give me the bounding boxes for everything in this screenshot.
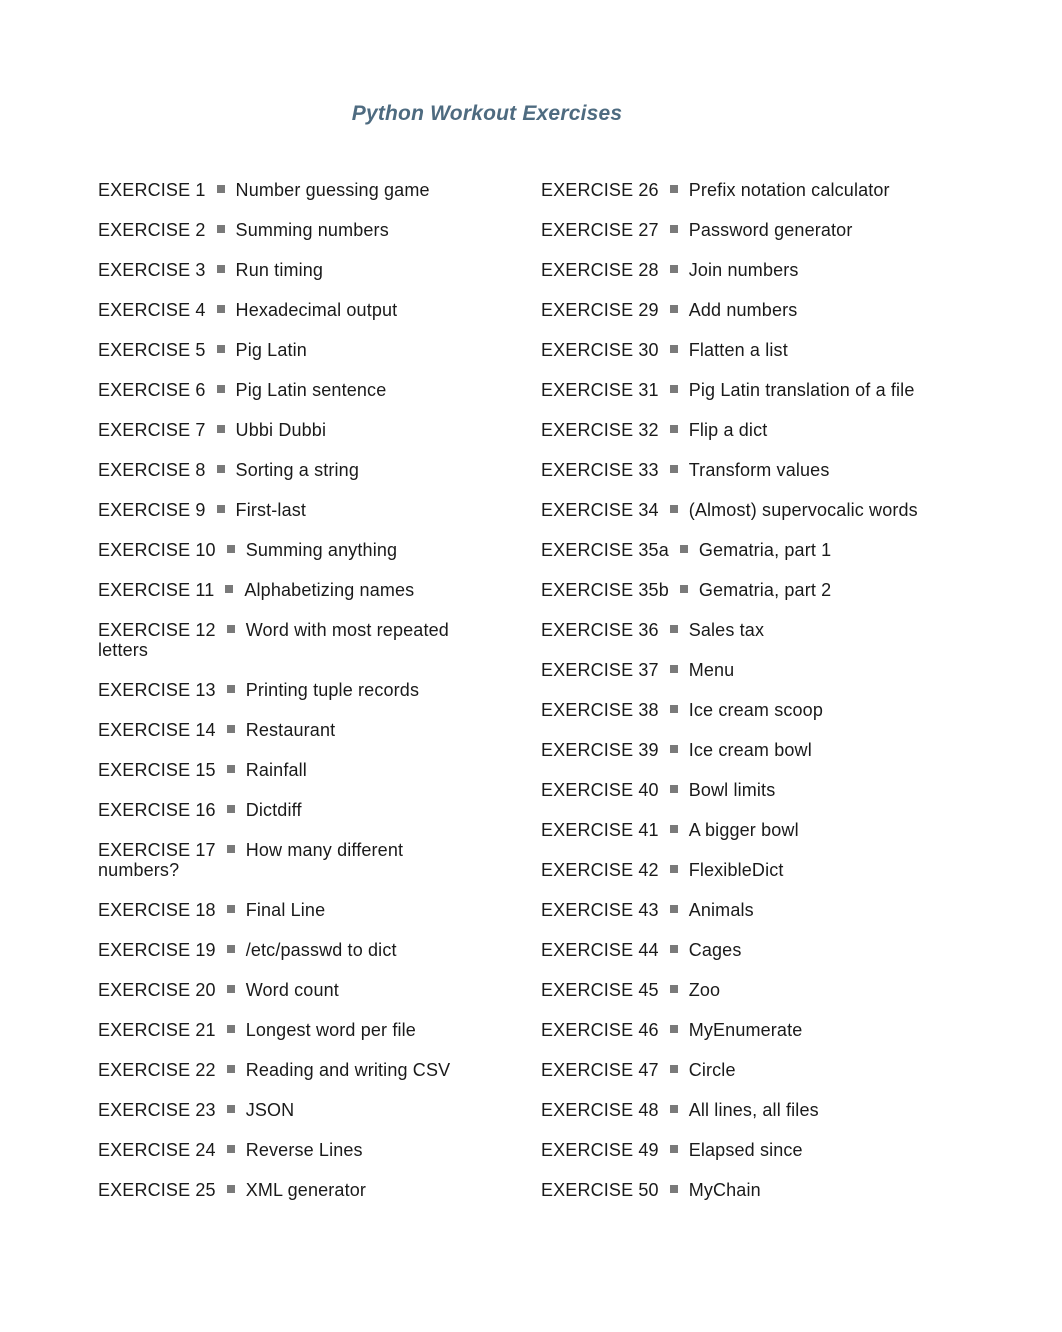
exercise-number: EXERCISE 38	[541, 700, 659, 720]
exercise-number: EXERCISE 49	[541, 1140, 659, 1160]
square-bullet-icon	[670, 945, 678, 953]
square-bullet-icon	[227, 985, 235, 993]
exercise-title: Flatten a list	[688, 340, 788, 360]
exercise-title: /etc/passwd to dict	[245, 940, 397, 960]
exercise-item	[98, 340, 307, 360]
exercise-number: EXERCISE 48	[541, 1100, 659, 1120]
exercise-number: EXERCISE 11	[98, 580, 215, 600]
square-bullet-icon	[670, 705, 678, 713]
exercise-title: First-last	[235, 500, 307, 520]
exercise-item	[98, 680, 419, 700]
exercise-title: Cages	[688, 940, 742, 960]
exercise-number: EXERCISE 41	[541, 820, 659, 840]
exercise-item	[98, 380, 386, 400]
square-bullet-icon	[670, 385, 678, 393]
exercise-number: EXERCISE 3	[98, 260, 206, 280]
exercise-title: Menu	[688, 660, 735, 680]
square-bullet-icon	[670, 625, 678, 633]
exercise-title: Sales tax	[688, 620, 765, 640]
exercise-number: EXERCISE 39	[541, 740, 659, 760]
exercise-item	[541, 180, 890, 200]
exercise-number: EXERCISE 5	[98, 340, 206, 360]
exercise-item	[98, 940, 397, 960]
exercise-item	[541, 220, 853, 240]
exercise-item	[98, 720, 335, 740]
exercise-item	[541, 340, 788, 360]
exercise-item	[541, 260, 799, 280]
exercise-item	[541, 1020, 802, 1040]
exercise-number: EXERCISE 25	[98, 1180, 216, 1200]
exercise-title: Alphabetizing names	[244, 580, 415, 600]
exercise-item	[541, 1100, 819, 1120]
exercise-number: EXERCISE 24	[98, 1140, 216, 1160]
exercise-title: Final Line	[245, 900, 326, 920]
exercise-item	[541, 380, 915, 400]
exercise-item	[98, 760, 307, 780]
exercise-item	[541, 460, 829, 480]
exercise-title: Join numbers	[688, 260, 799, 280]
square-bullet-icon	[217, 345, 225, 353]
exercise-title: Hexadecimal output	[235, 300, 398, 320]
square-bullet-icon	[227, 725, 235, 733]
exercise-item	[98, 1140, 363, 1160]
exercise-title: Reading and writing CSV	[245, 1060, 451, 1080]
exercise-item	[98, 1060, 450, 1080]
exercise-number: EXERCISE 22	[98, 1060, 216, 1080]
exercise-number: EXERCISE 35b	[541, 580, 669, 600]
exercise-item	[541, 580, 831, 600]
square-bullet-icon	[670, 265, 678, 273]
exercise-number: EXERCISE 16	[98, 800, 216, 820]
exercise-number: EXERCISE 4	[98, 300, 206, 320]
exercise-number: EXERCISE 43	[541, 900, 659, 920]
exercise-item	[541, 420, 767, 440]
square-bullet-icon	[670, 345, 678, 353]
exercise-number: EXERCISE 8	[98, 460, 206, 480]
square-bullet-icon	[227, 845, 235, 853]
exercise-number: EXERCISE 1	[98, 180, 206, 200]
exercise-title: Gematria, part 2	[698, 580, 832, 600]
exercise-item	[98, 980, 339, 1000]
exercise-number: EXERCISE 13	[98, 680, 216, 700]
exercise-item	[541, 860, 784, 880]
square-bullet-icon	[227, 1105, 235, 1113]
exercise-item	[98, 180, 430, 200]
exercise-number: EXERCISE 18	[98, 900, 216, 920]
square-bullet-icon	[670, 785, 678, 793]
square-bullet-icon	[670, 905, 678, 913]
exercise-item	[98, 1180, 366, 1200]
exercise-item	[98, 220, 389, 240]
exercise-title: Sorting a string	[235, 460, 360, 480]
square-bullet-icon	[217, 425, 225, 433]
square-bullet-icon	[670, 1145, 678, 1153]
square-bullet-icon	[670, 185, 678, 193]
square-bullet-icon	[227, 685, 235, 693]
exercise-item	[541, 1060, 736, 1080]
square-bullet-icon	[217, 305, 225, 313]
exercise-item	[98, 620, 478, 660]
exercise-title: Gematria, part 1	[698, 540, 832, 560]
exercise-item	[541, 1180, 761, 1200]
exercise-number: EXERCISE 42	[541, 860, 659, 880]
exercise-number: EXERCISE 23	[98, 1100, 216, 1120]
exercise-number: EXERCISE 27	[541, 220, 659, 240]
exercise-title: Run timing	[235, 260, 324, 280]
square-bullet-icon	[670, 825, 678, 833]
exercise-number: EXERCISE 6	[98, 380, 206, 400]
square-bullet-icon	[670, 425, 678, 433]
exercise-title: Bowl limits	[688, 780, 776, 800]
square-bullet-icon	[670, 1185, 678, 1193]
exercise-item	[541, 980, 720, 1000]
exercise-title: Summing numbers	[235, 220, 389, 240]
exercise-title: MyChain	[688, 1180, 761, 1200]
exercise-title: Ice cream scoop	[688, 700, 824, 720]
exercise-title: How many different numbers?	[98, 840, 404, 880]
square-bullet-icon	[680, 585, 688, 593]
square-bullet-icon	[227, 805, 235, 813]
exercise-item	[98, 840, 478, 880]
square-bullet-icon	[670, 745, 678, 753]
exercise-title: Pig Latin	[235, 340, 307, 360]
square-bullet-icon	[680, 545, 688, 553]
exercise-number: EXERCISE 21	[98, 1020, 216, 1040]
exercise-number: EXERCISE 14	[98, 720, 216, 740]
exercise-number: EXERCISE 50	[541, 1180, 659, 1200]
square-bullet-icon	[225, 585, 233, 593]
square-bullet-icon	[217, 385, 225, 393]
exercise-title: Pig Latin translation of a file	[688, 380, 915, 400]
exercise-number: EXERCISE 37	[541, 660, 659, 680]
exercise-title: FlexibleDict	[688, 860, 784, 880]
exercise-item	[541, 620, 764, 640]
exercise-title: Elapsed since	[688, 1140, 803, 1160]
exercise-number: EXERCISE 33	[541, 460, 659, 480]
exercise-title: Printing tuple records	[245, 680, 420, 700]
exercise-item	[541, 500, 918, 520]
square-bullet-icon	[670, 305, 678, 313]
exercise-number: EXERCISE 47	[541, 1060, 659, 1080]
exercise-number: EXERCISE 35a	[541, 540, 669, 560]
exercise-title: Restaurant	[245, 720, 336, 740]
square-bullet-icon	[670, 985, 678, 993]
square-bullet-icon	[670, 865, 678, 873]
exercise-number: EXERCISE 17	[98, 840, 216, 860]
exercise-number: EXERCISE 34	[541, 500, 659, 520]
square-bullet-icon	[227, 765, 235, 773]
exercise-title: Password generator	[688, 220, 853, 240]
exercise-item	[541, 660, 734, 680]
exercise-item	[98, 300, 397, 320]
exercise-title: Add numbers	[688, 300, 798, 320]
exercise-item	[541, 540, 831, 560]
exercise-title: Circle	[688, 1060, 736, 1080]
exercise-title: Dictdiff	[245, 800, 302, 820]
exercise-title: Transform values	[688, 460, 830, 480]
exercise-item	[98, 580, 414, 600]
square-bullet-icon	[670, 1065, 678, 1073]
exercise-title: Pig Latin sentence	[235, 380, 387, 400]
square-bullet-icon	[217, 225, 225, 233]
square-bullet-icon	[227, 545, 235, 553]
exercise-number: EXERCISE 40	[541, 780, 659, 800]
exercise-number: EXERCISE 19	[98, 940, 216, 960]
exercise-item	[541, 780, 775, 800]
square-bullet-icon	[670, 1105, 678, 1113]
page-title: Python Workout Exercises	[351, 102, 623, 125]
exercise-item	[98, 540, 397, 560]
exercise-title: Ice cream bowl	[688, 740, 812, 760]
square-bullet-icon	[670, 225, 678, 233]
exercise-number: EXERCISE 29	[541, 300, 659, 320]
exercise-item	[541, 820, 799, 840]
square-bullet-icon	[670, 465, 678, 473]
exercise-item	[98, 1020, 416, 1040]
exercise-title: JSON	[245, 1100, 295, 1120]
square-bullet-icon	[217, 185, 225, 193]
exercise-number: EXERCISE 20	[98, 980, 216, 1000]
exercise-item	[98, 420, 326, 440]
exercise-number: EXERCISE 7	[98, 420, 206, 440]
square-bullet-icon	[670, 505, 678, 513]
exercise-number: EXERCISE 9	[98, 500, 206, 520]
square-bullet-icon	[227, 1065, 235, 1073]
exercise-number: EXERCISE 30	[541, 340, 659, 360]
square-bullet-icon	[227, 1025, 235, 1033]
square-bullet-icon	[670, 1025, 678, 1033]
exercise-title: XML generator	[245, 1180, 367, 1200]
exercise-number: EXERCISE 26	[541, 180, 659, 200]
exercise-title: Flip a dict	[688, 420, 768, 440]
exercise-number: EXERCISE 36	[541, 620, 659, 640]
exercise-title: Rainfall	[245, 760, 307, 780]
exercise-title: MyEnumerate	[688, 1020, 803, 1040]
exercise-number: EXERCISE 10	[98, 540, 216, 560]
square-bullet-icon	[227, 945, 235, 953]
square-bullet-icon	[217, 505, 225, 513]
exercise-title: Longest word per file	[245, 1020, 416, 1040]
exercise-item	[98, 500, 306, 520]
exercise-number: EXERCISE 46	[541, 1020, 659, 1040]
exercise-number: EXERCISE 45	[541, 980, 659, 1000]
exercise-item	[541, 740, 812, 760]
exercise-title: Reverse Lines	[245, 1140, 363, 1160]
exercise-item	[98, 460, 359, 480]
exercise-title: Summing anything	[245, 540, 398, 560]
exercise-item	[541, 940, 741, 960]
exercise-item	[541, 700, 823, 720]
exercise-number: EXERCISE 28	[541, 260, 659, 280]
square-bullet-icon	[227, 905, 235, 913]
exercise-number: EXERCISE 2	[98, 220, 206, 240]
exercise-number: EXERCISE 44	[541, 940, 659, 960]
exercise-number: EXERCISE 15	[98, 760, 216, 780]
exercise-item	[541, 300, 797, 320]
exercise-title: Ubbi Dubbi	[235, 420, 327, 440]
exercise-title: Number guessing game	[235, 180, 430, 200]
exercise-item	[98, 800, 302, 820]
exercise-title: Animals	[688, 900, 754, 920]
exercise-number: EXERCISE 31	[541, 380, 659, 400]
square-bullet-icon	[670, 665, 678, 673]
square-bullet-icon	[227, 1185, 235, 1193]
exercise-title: A bigger bowl	[688, 820, 799, 840]
exercise-title: All lines, all files	[688, 1100, 819, 1120]
exercise-title: Zoo	[688, 980, 721, 1000]
exercise-item	[98, 260, 323, 280]
exercise-number: EXERCISE 32	[541, 420, 659, 440]
exercise-item	[98, 900, 325, 920]
square-bullet-icon	[227, 625, 235, 633]
square-bullet-icon	[217, 465, 225, 473]
exercise-title: Word with most repeated letters	[98, 620, 449, 660]
exercise-item	[541, 900, 754, 920]
exercise-title: (Almost) supervocalic words	[688, 500, 918, 520]
exercise-title: Prefix notation calculator	[688, 180, 890, 200]
square-bullet-icon	[217, 265, 225, 273]
square-bullet-icon	[227, 1145, 235, 1153]
exercise-item	[98, 1100, 294, 1120]
exercise-number: EXERCISE 12	[98, 620, 216, 640]
exercise-item	[541, 1140, 803, 1160]
exercise-title: Word count	[245, 980, 339, 1000]
